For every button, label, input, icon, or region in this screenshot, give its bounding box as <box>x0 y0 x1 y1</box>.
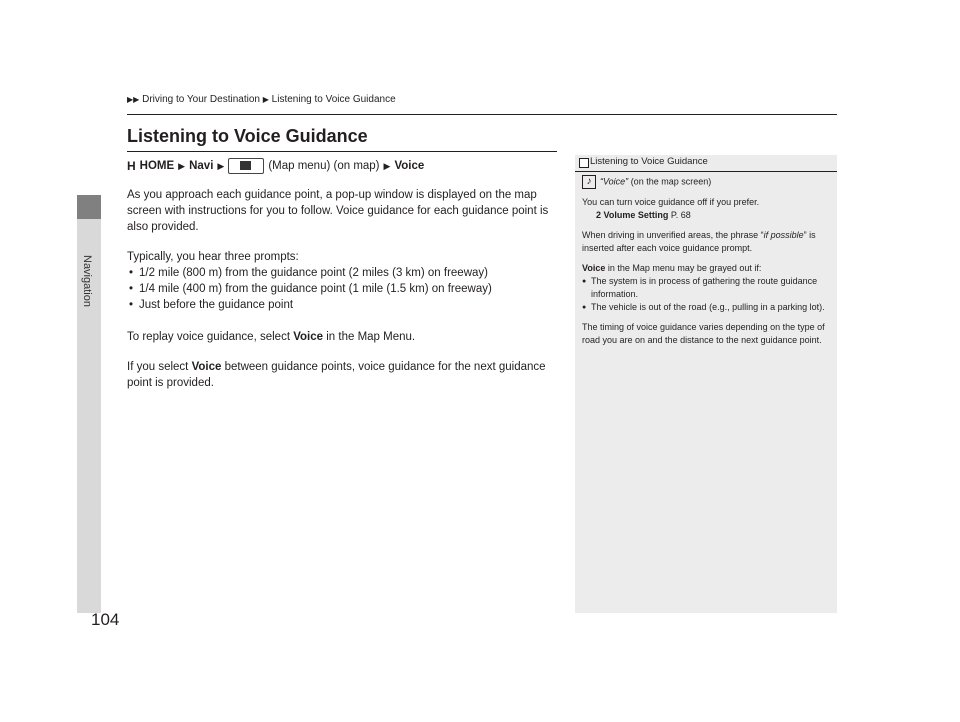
between-post: between guidance points, voice guidance for the next guidance point is provided. <box>127 361 546 389</box>
timing-text: The timing of voice guidance varies depending on the type of road you are on and the distance to the next guidance point. <box>582 322 825 345</box>
volume-setting-label: Volume Setting <box>603 210 669 220</box>
replay-post: in the Map Menu. <box>323 331 416 343</box>
unverified-text <box>582 229 832 255</box>
replay-pre: To replay voice guidance, select <box>127 331 294 343</box>
path-arrow-icon: ▶ <box>383 160 391 171</box>
prompts-section <box>127 249 559 313</box>
title-rule <box>127 151 557 152</box>
intro-text: As you approach each guidance point, a pop-up window is displayed on the map screen with instructions for you to follow. Voice guidance for each guidance point is also provided. <box>127 189 549 233</box>
side-note <box>575 155 837 613</box>
list-item: ● The vehicle is out of the road (e.g., pulling in a parking lot). <box>582 301 832 314</box>
voice-command-line <box>582 175 832 189</box>
voice-command-suffix: (on the map screen) <box>628 176 712 187</box>
path-map-menu: (Map menu) (on map) <box>268 160 380 172</box>
turn-off-text <box>582 196 832 222</box>
side-note-title: Listening to Voice Guidance <box>590 156 708 167</box>
voice-command-icon: ♪ <box>582 175 596 189</box>
between-keyword: Voice <box>191 361 222 373</box>
replay-text <box>127 329 559 345</box>
path-arrow-icon: ▶ <box>178 160 186 171</box>
menu-path <box>127 158 424 174</box>
voice-command-quote: “Voice” <box>600 176 629 187</box>
section-tab-marker <box>77 195 101 219</box>
list-item: • 1/2 mile (800 m) from the guidance point (2 miles (3 km) on freeway) <box>127 265 559 281</box>
volume-setting-page: P. 68 <box>668 210 691 220</box>
grayed-post: in the Map menu may be grayed out if: <box>605 263 762 273</box>
page-title: Listening to Voice Guidance <box>127 126 368 146</box>
path-arrow-icon: ▶ <box>217 160 225 171</box>
path-home: HOME <box>139 160 175 172</box>
breadcrumb <box>127 94 396 105</box>
map-menu-icon <box>228 158 264 174</box>
replay-paragraph <box>127 329 559 345</box>
prompts-list <box>127 265 559 313</box>
header-rule <box>127 114 837 115</box>
reference-arrow-icon: 2 <box>596 210 602 220</box>
grayed-out-list <box>582 275 832 314</box>
volume-setting-link[interactable] <box>582 210 691 220</box>
side-note-body <box>582 175 832 354</box>
path-voice: Voice <box>394 160 425 172</box>
replay-keyword: Voice <box>293 331 324 343</box>
unverified-italic: if possible <box>763 230 804 240</box>
list-item: ● The system is in process of gathering the route guidance information. <box>582 275 832 301</box>
list-item: • Just before the guidance point <box>127 297 559 313</box>
section-label: Navigation <box>81 255 93 307</box>
path-navi: Navi <box>189 160 214 172</box>
between-paragraph <box>127 359 559 391</box>
unverified-post: ” is inserted after each voice guidance prompt. <box>582 230 816 253</box>
note-reference-icon <box>579 158 589 168</box>
intro-paragraph <box>127 187 559 235</box>
home-icon: H <box>127 159 136 173</box>
breadcrumb-part-1[interactable]: Driving to Your Destination <box>142 94 260 105</box>
page-number: 104 <box>91 610 120 629</box>
breadcrumb-part-2[interactable]: Listening to Voice Guidance <box>271 94 396 105</box>
unverified-pre: When driving in unverified areas, the phrase “ <box>582 230 764 240</box>
between-pre: If you select <box>127 361 192 373</box>
list-item: • 1/4 mile (400 m) from the guidance point (1 mile (1.5 km) on freeway) <box>127 281 559 297</box>
between-text <box>127 359 559 391</box>
grayed-out-intro <box>582 262 832 275</box>
breadcrumb-separator-icon: ▶ <box>262 95 269 104</box>
grayed-keyword: Voice <box>582 263 606 273</box>
side-note-header <box>575 155 837 172</box>
turn-off-sentence: You can turn voice guidance off if you prefer. <box>582 197 760 207</box>
prompts-intro: Typically, you hear three prompts: <box>127 251 299 263</box>
breadcrumb-arrow-icon: ▶▶ <box>127 95 140 104</box>
